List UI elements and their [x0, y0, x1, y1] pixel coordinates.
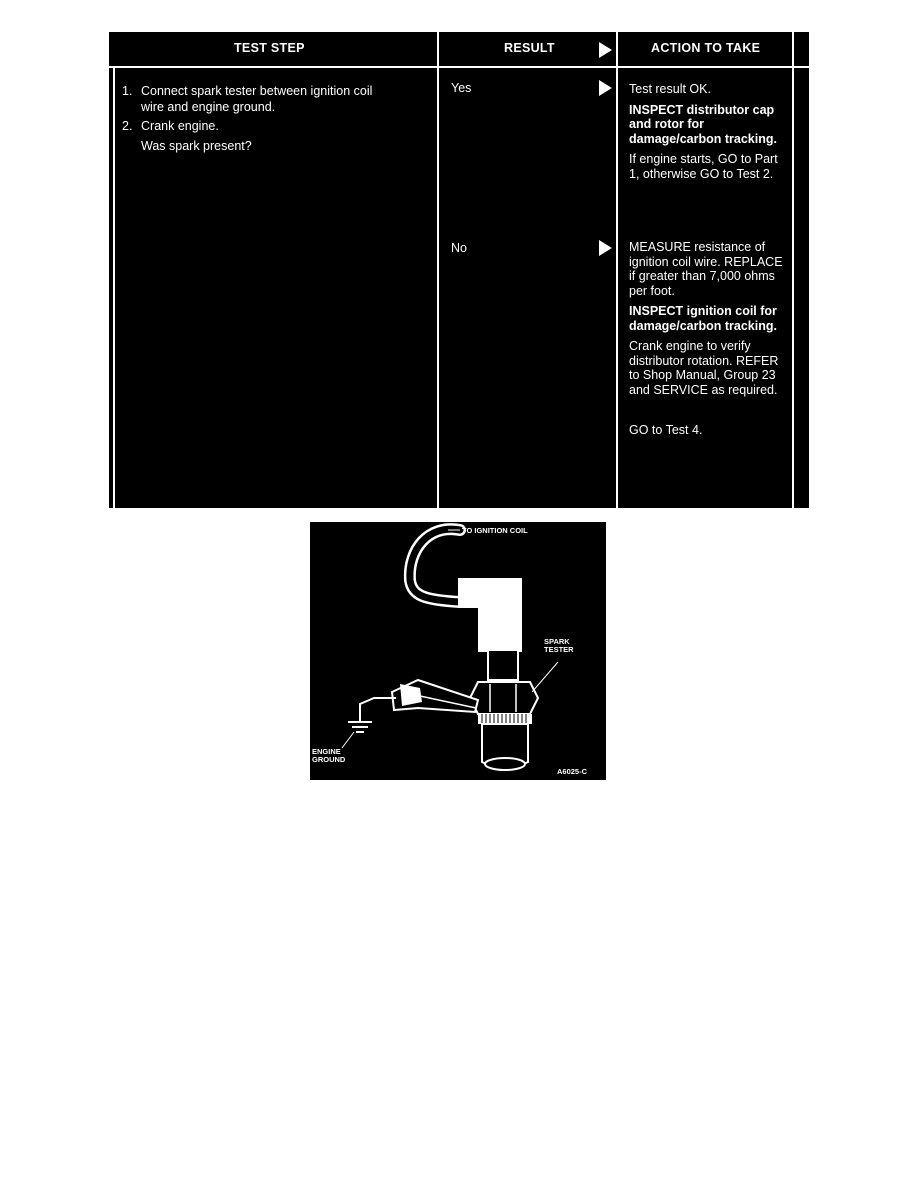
step-text: Connect spark tester between ignition coil	[141, 84, 373, 98]
label-spark: SPARK	[544, 637, 570, 646]
spark-tester-boot	[458, 578, 522, 652]
no-action-3: Crank engine to verify distributor rotation. REFER to Shop Manual, Group 23 and SERVICE as required.	[629, 339, 779, 397]
column-divider-right	[792, 32, 794, 508]
result-yes: Yes	[451, 81, 472, 95]
label-engine: ENGINE	[312, 747, 341, 756]
test-step-2	[122, 118, 219, 134]
yes-action-2: INSPECT distributor cap and rotor for damage/carbon tracking.	[629, 102, 777, 146]
step-text-cont: wire and engine ground.	[141, 100, 276, 114]
spark-tester-illustration	[310, 522, 606, 780]
result-yes-arrow-icon	[599, 80, 612, 96]
header-test-step: TEST STEP	[234, 41, 305, 55]
yes-action-1: Test result OK.	[629, 82, 711, 96]
step-text: Crank engine.	[141, 119, 219, 133]
yes-actions	[629, 82, 787, 187]
no-action-4: GO to Test 4.	[629, 423, 703, 437]
header-result: RESULT	[504, 41, 555, 55]
header-action: ACTION TO TAKE	[651, 41, 761, 55]
label-spark-tester	[544, 638, 574, 654]
no-action-2: INSPECT ignition coil for damage/carbon tracking.	[629, 304, 777, 333]
test-step-1	[122, 83, 372, 115]
ground-wire	[360, 698, 396, 722]
diagnostic-table	[109, 32, 809, 508]
question-text: Was spark present?	[141, 139, 252, 153]
figure-code: A6025-C	[557, 767, 588, 776]
no-actions	[629, 240, 787, 444]
label-tester: TESTER	[544, 645, 574, 654]
column-divider-2	[616, 32, 618, 508]
header-divider	[109, 66, 809, 68]
header-arrow-icon	[599, 42, 612, 58]
result-no-arrow-icon	[599, 240, 612, 256]
spark-tester-terminal	[488, 650, 518, 680]
column-divider-left-edge	[113, 68, 115, 508]
result-no: No	[451, 241, 467, 255]
step-number: 1.	[122, 84, 133, 98]
yes-action-3: If engine starts, GO to Part 1, otherwise GO to Test 2.	[629, 152, 778, 181]
no-action-1: MEASURE resistance of ignition coil wire. REPLACE if greater than 7,000 ohms per foot.	[629, 240, 783, 298]
step-number: 2.	[122, 119, 133, 133]
column-divider-1	[437, 32, 439, 508]
label-ground: GROUND	[312, 755, 346, 764]
label-engine-ground	[312, 748, 345, 764]
spark-tester-hex	[470, 682, 538, 714]
label-to-ignition-coil: TO IGNITION COIL	[462, 526, 528, 535]
test-question	[141, 138, 252, 154]
